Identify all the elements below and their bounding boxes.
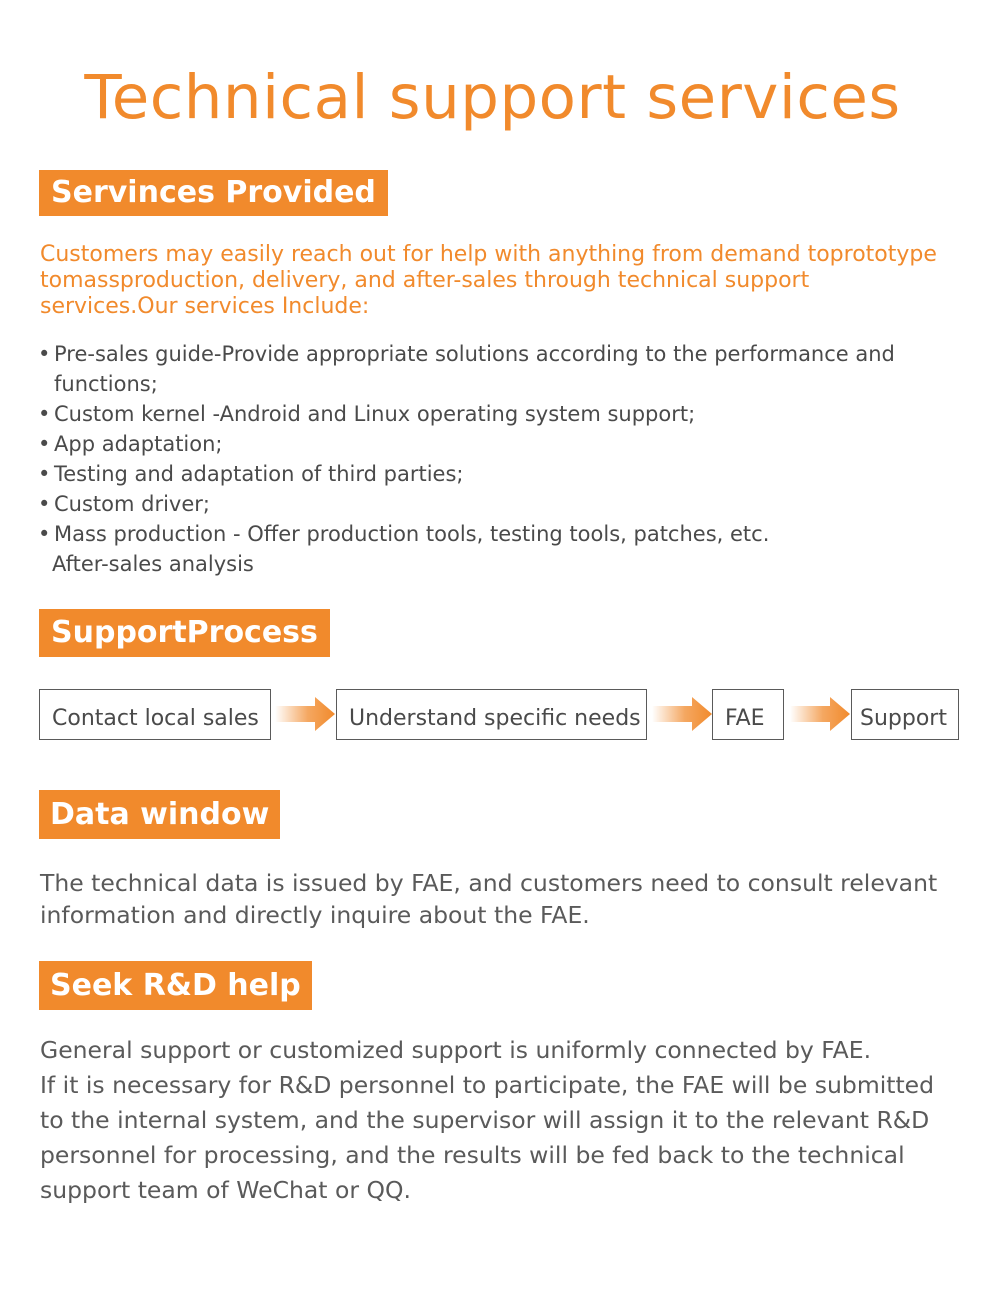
service-item-text: Custom kernel -Android and Linux operating system support;: [54, 402, 696, 426]
process-step-label: Support: [860, 706, 947, 731]
list-item: [38, 489, 938, 519]
rnd-help-text: [40, 1033, 940, 1208]
bullet-icon: •: [38, 402, 51, 426]
bullet-icon: •: [38, 432, 51, 456]
bullet-icon: •: [38, 462, 51, 486]
arrow-right-icon: [275, 694, 335, 734]
service-item-tail: After-sales analysis: [52, 552, 254, 576]
service-item-text: Testing and adaptation of third parties;: [54, 462, 464, 486]
process-step-support: [851, 689, 959, 740]
service-item-text: Mass production - Offer production tools, testing tools, patches, etc.: [54, 522, 770, 546]
bullet-icon: •: [38, 492, 51, 516]
services-intro: Customers may easily reach out for help with anything from demand toprototype tomassproduction, delivery, and after-sales through technical support services.Our services Include:: [40, 242, 937, 319]
service-item-text: Custom driver;: [54, 492, 210, 516]
rnd-help-paragraph: If it is necessary for R&D personnel to participate, the FAE will be submitted to the internal system, and the supervisor will assign it to the relevant R&D personnel for processing, and the results will be fed back to the technical support team of WeChat or QQ.: [40, 1071, 935, 1204]
arrow-right-icon: [790, 694, 850, 734]
process-step-label: FAE: [725, 706, 765, 731]
section-heading-rnd-help: Seek R&D help: [39, 961, 312, 1010]
rnd-help-line: General support or customized support is uniformly connected by FAE.: [40, 1036, 872, 1064]
process-step-label: Understand specific needs: [349, 706, 641, 731]
list-item: [38, 519, 938, 579]
section-heading-data-window: Data window: [39, 790, 280, 839]
service-item-text: Pre-sales guide-Provide appropriate solutions according to the performance and functions;: [54, 342, 895, 396]
page-title: Technical support services: [84, 62, 901, 133]
data-window-text: The technical data is issued by FAE, and customers need to consult relevant information and directly inquire about the FAE.: [40, 869, 938, 929]
list-item: [38, 399, 938, 429]
process-step-fae: [712, 689, 784, 740]
list-item: [38, 339, 938, 399]
services-list: [38, 339, 938, 579]
bullet-icon: •: [38, 522, 51, 546]
process-step-understand-needs: [336, 689, 647, 740]
arrow-right-icon: [652, 694, 712, 734]
list-item: [38, 459, 938, 489]
bullet-icon: •: [38, 342, 51, 366]
section-heading-services: Servinces Provided: [39, 170, 388, 216]
process-step-contact-sales: [39, 689, 271, 740]
process-step-label: Contact local sales: [52, 706, 259, 731]
list-item: [38, 429, 938, 459]
service-item-text: App adaptation;: [54, 432, 223, 456]
section-heading-process: SupportProcess: [39, 609, 330, 657]
